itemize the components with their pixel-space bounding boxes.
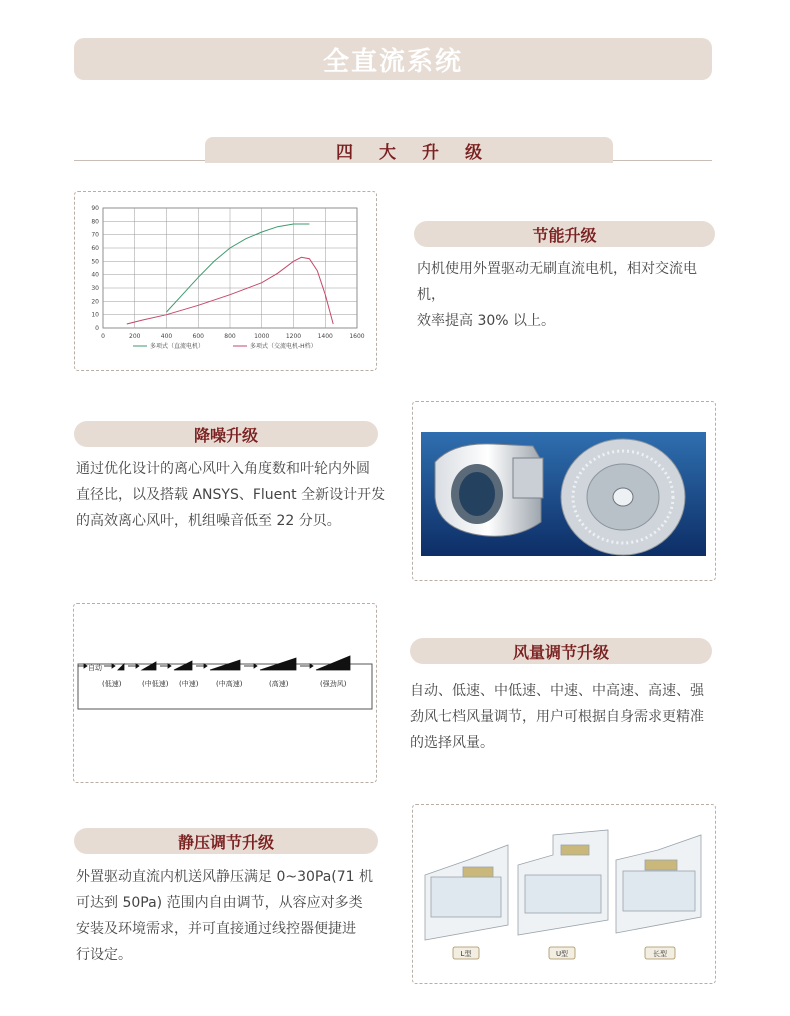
fan-speed-level-label: (中高速) bbox=[216, 680, 243, 688]
chart-x-tick-label: 1600 bbox=[349, 333, 365, 340]
feature-pressure-desc bbox=[76, 864, 386, 968]
desc-line: 外置驱动直流内机送风静压满足 0~30Pa(71 机 bbox=[76, 869, 374, 885]
chart-x-tick-label: 1400 bbox=[317, 333, 333, 340]
feature-pressure-pill bbox=[74, 828, 378, 854]
chart-x-tick-label: 0 bbox=[101, 333, 105, 340]
chart-y-tick-label: 80 bbox=[91, 218, 99, 226]
feature-airflow-title: 风量调节升级 bbox=[512, 642, 609, 662]
desc-line: 的高效离心风叶，机组噪音低至 22 分贝。 bbox=[76, 513, 341, 529]
install-type-label: L型 bbox=[460, 950, 472, 958]
desc-line: 内机使用外置驱动无刷直流电机，相对交流电机， bbox=[417, 261, 697, 303]
chart-y-tick-label: 0 bbox=[95, 325, 99, 332]
section-heading-tab bbox=[205, 137, 613, 163]
feature-airflow-pill bbox=[410, 638, 712, 664]
desc-line: 行设定。 bbox=[76, 947, 132, 963]
chart-x-tick-label: 1200 bbox=[285, 333, 302, 340]
chart-y-tick-label: 10 bbox=[91, 311, 99, 319]
fan-speed-start-label: 自动 bbox=[88, 664, 102, 672]
feature-noise-desc bbox=[76, 456, 386, 534]
chart-y-tick-label: 40 bbox=[91, 271, 99, 279]
chart-legend-label: 多项式（直流电机） bbox=[150, 343, 205, 350]
install-type-label: U型 bbox=[555, 950, 569, 958]
feature-noise-pill bbox=[74, 421, 378, 447]
page-title: 全直流系统 bbox=[322, 46, 463, 77]
fan-speed-level-label: (高速) bbox=[269, 680, 289, 688]
install-type-label: 长型 bbox=[653, 950, 667, 958]
chart-legend-label: 多项式（交流电机-H档） bbox=[250, 343, 317, 350]
fan-speed-level-label: (低速) bbox=[102, 680, 122, 688]
desc-line: 自动、低速、中低速、中速、中高速、高速、强 bbox=[410, 683, 704, 699]
chart-x-tick-label: 200 bbox=[129, 333, 141, 340]
chart-y-tick-label: 70 bbox=[91, 231, 99, 239]
desc-line: 劲风七档风量调节，用户可根据自身需求更精准 bbox=[410, 709, 704, 725]
installation-illustration bbox=[413, 805, 715, 983]
feature-energy-desc bbox=[417, 256, 717, 334]
chart-x-tick-label: 400 bbox=[160, 333, 173, 340]
efficiency-chart bbox=[75, 192, 376, 370]
fan-speed-level-label: (强劲风) bbox=[320, 680, 347, 688]
feature-energy-title: 节能升级 bbox=[532, 225, 597, 245]
desc-line: 安装及环境需求，并可直接通过线控器便捷进 bbox=[76, 921, 356, 937]
feature-energy-pill bbox=[414, 221, 715, 247]
efficiency-chart-box bbox=[74, 191, 377, 371]
page-title-bar bbox=[74, 38, 712, 80]
chart-y-tick-label: 30 bbox=[91, 285, 99, 292]
chart-y-tick-label: 50 bbox=[91, 258, 99, 266]
feature-noise-title: 降噪升级 bbox=[193, 425, 258, 445]
feature-pressure-title: 静压调节升级 bbox=[177, 832, 274, 852]
chart-y-tick-label: 90 bbox=[91, 205, 99, 212]
chart-x-tick-label: 1000 bbox=[254, 333, 270, 340]
desc-line: 的选择风量。 bbox=[410, 735, 494, 751]
chart-x-tick-label: 800 bbox=[224, 333, 236, 340]
fan-speed-diagram bbox=[74, 604, 376, 782]
fan-speed-box bbox=[73, 603, 377, 783]
fan-speed-level-label: (中速) bbox=[179, 680, 199, 688]
section-heading: 四大升级 bbox=[336, 142, 508, 163]
desc-line: 通过优化设计的离心风叶入角度数和叶轮内外圆 bbox=[76, 461, 370, 477]
desc-line: 直径比，以及搭载 ANSYS、Fluent 全新设计开发 bbox=[76, 487, 386, 503]
feature-airflow-desc bbox=[410, 678, 720, 756]
chart-y-tick-label: 60 bbox=[91, 245, 99, 252]
chart-y-tick-label: 20 bbox=[91, 298, 99, 306]
installation-box bbox=[412, 804, 716, 984]
desc-line: 效率提高 30% 以上。 bbox=[417, 313, 556, 329]
centrifugal-fan-illustration bbox=[413, 402, 715, 580]
desc-line: 可达到 50Pa) 范围内自由调节，从容应对多类 bbox=[76, 895, 363, 911]
fan-speed-level-label: (中低速) bbox=[142, 680, 169, 688]
fan-image-box bbox=[412, 401, 716, 581]
chart-x-tick-label: 600 bbox=[192, 333, 204, 340]
